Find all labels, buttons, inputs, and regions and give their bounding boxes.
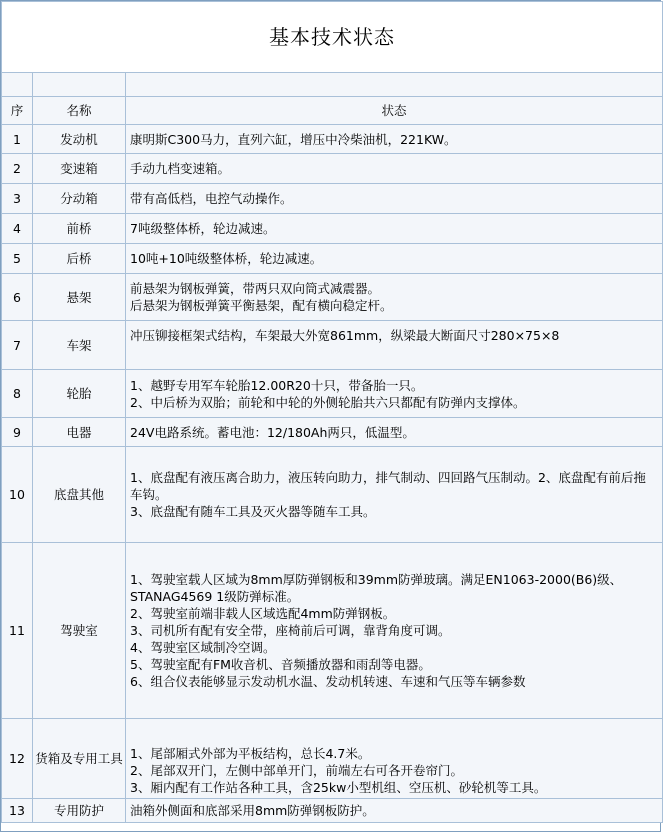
spec-table	[1, 1, 663, 823]
table-row	[2, 184, 663, 214]
row-name: 悬架	[33, 274, 126, 321]
row-no: 1	[2, 125, 33, 154]
status-line: 1、尾部厢式外部为平板结构，总长4.7米。	[130, 746, 371, 761]
row-status	[126, 543, 663, 719]
row-name: 电器	[33, 418, 126, 447]
table-row	[2, 799, 663, 823]
table-row	[2, 214, 663, 244]
status-line: 6、组合仪表能够显示发动机水温、发动机转速、车速和气压等车辆参数	[130, 674, 526, 689]
row-no: 10	[2, 447, 33, 543]
status-line: 4、驾驶室区域制冷空调。	[130, 640, 276, 655]
spacer-cell	[126, 73, 663, 97]
table-row	[2, 418, 663, 447]
row-status	[126, 447, 663, 543]
table-row	[2, 321, 663, 370]
row-no: 11	[2, 543, 33, 719]
table-row	[2, 370, 663, 418]
row-status	[126, 125, 663, 154]
header-row	[2, 97, 663, 125]
status-line: 1、底盘配有液压离合助力，液压转向助力，排气制动、四回路气压制动。2、底盘配有前后拖车钩。	[130, 470, 646, 502]
status-line: 后悬架为钢板弹簧平衡悬架，配有横向稳定杆。	[130, 298, 393, 313]
row-no: 2	[2, 154, 33, 184]
status-line: 10吨+10吨级整体桥，轮边减速。	[130, 251, 323, 266]
row-no: 12	[2, 719, 33, 799]
table-row	[2, 719, 663, 799]
status-line: 手动九档变速箱。	[130, 161, 231, 176]
row-status	[126, 214, 663, 244]
row-name: 驾驶室	[33, 543, 126, 719]
row-no: 5	[2, 244, 33, 274]
spacer-cell	[33, 73, 126, 97]
status-line: 前悬架为钢板弹簧，带两只双向筒式减震器。	[130, 281, 381, 296]
status-line: 冲压铆接框架式结构，车架最大外宽861mm，纵梁最大断面尺寸280×75×8	[130, 328, 560, 343]
header-status: 状态	[126, 97, 663, 125]
status-line: 3、厢内配有工作站各种工具，含25kw小型机组、空压机、砂轮机等工具。	[130, 780, 547, 795]
row-name: 后桥	[33, 244, 126, 274]
status-line: 3、底盘配有随车工具及灭火器等随车工具。	[130, 504, 376, 519]
status-line: 2、尾部双开门，左侧中部单开门，前端左右可各开卷帘门。	[130, 763, 463, 778]
status-line: 1、越野专用军车轮胎12.00R20十只，带备胎一只。	[130, 377, 424, 393]
row-name: 货箱及专用工具	[33, 719, 126, 799]
row-no: 4	[2, 214, 33, 244]
title-row	[2, 2, 663, 73]
table-row	[2, 543, 663, 719]
table-row	[2, 244, 663, 274]
status-line: 2、驾驶室前端非载人区域选配4mm防弹钢板。	[130, 606, 396, 621]
status-line: 7吨级整体桥，轮边减速。	[130, 221, 276, 236]
status-line: 油箱外侧面和底部采用8mm防弹钢板防护。	[130, 803, 375, 818]
status-line: 24V电路系统。蓄电池：12/180Ah两只，低温型。	[130, 424, 415, 440]
row-no: 7	[2, 321, 33, 370]
spacer-row	[2, 73, 663, 97]
row-no: 13	[2, 799, 33, 823]
status-line: 2、中后桥为双胎；前轮和中轮的外侧轮胎共六只都配有防弹内支撑体。	[130, 394, 526, 410]
status-line: 1、驾驶室载人区域为8mm厚防弹钢板和39mm防弹玻璃。满足EN1063-2000(B6)级、STANAG4569 1级防弹标准。	[130, 572, 623, 604]
row-name: 轮胎	[33, 370, 126, 418]
table-row	[2, 125, 663, 154]
row-name: 专用防护	[33, 799, 126, 823]
table-row	[2, 274, 663, 321]
row-name: 车架	[33, 321, 126, 370]
row-status	[126, 418, 663, 447]
row-no: 9	[2, 418, 33, 447]
header-no: 序	[2, 97, 33, 125]
row-name: 底盘其他	[33, 447, 126, 543]
row-status	[126, 370, 663, 418]
row-status	[126, 719, 663, 799]
row-status	[126, 184, 663, 214]
spacer-cell	[2, 73, 33, 97]
row-name: 分动箱	[33, 184, 126, 214]
row-no: 6	[2, 274, 33, 321]
row-name: 变速箱	[33, 154, 126, 184]
row-status	[126, 274, 663, 321]
status-line: 康明斯C300马力，直列六缸，增压中冷柴油机，221KW。	[130, 131, 457, 147]
row-no: 3	[2, 184, 33, 214]
row-no: 8	[2, 370, 33, 418]
row-name: 前桥	[33, 214, 126, 244]
row-status	[126, 244, 663, 274]
table-row	[2, 447, 663, 543]
status-line: 3、司机所有配有安全带，座椅前后可调，靠背角度可调。	[130, 623, 451, 638]
row-status	[126, 321, 663, 370]
page-title: 基本技术状态	[2, 2, 663, 73]
row-status	[126, 154, 663, 184]
status-line: 5、驾驶室配有FM收音机、音频播放器和雨刮等电器。	[130, 657, 431, 672]
row-name: 发动机	[33, 125, 126, 154]
status-line: 带有高低档，电控气动操作。	[130, 191, 293, 206]
row-status	[126, 799, 663, 823]
header-name: 名称	[33, 97, 126, 125]
table-row	[2, 154, 663, 184]
